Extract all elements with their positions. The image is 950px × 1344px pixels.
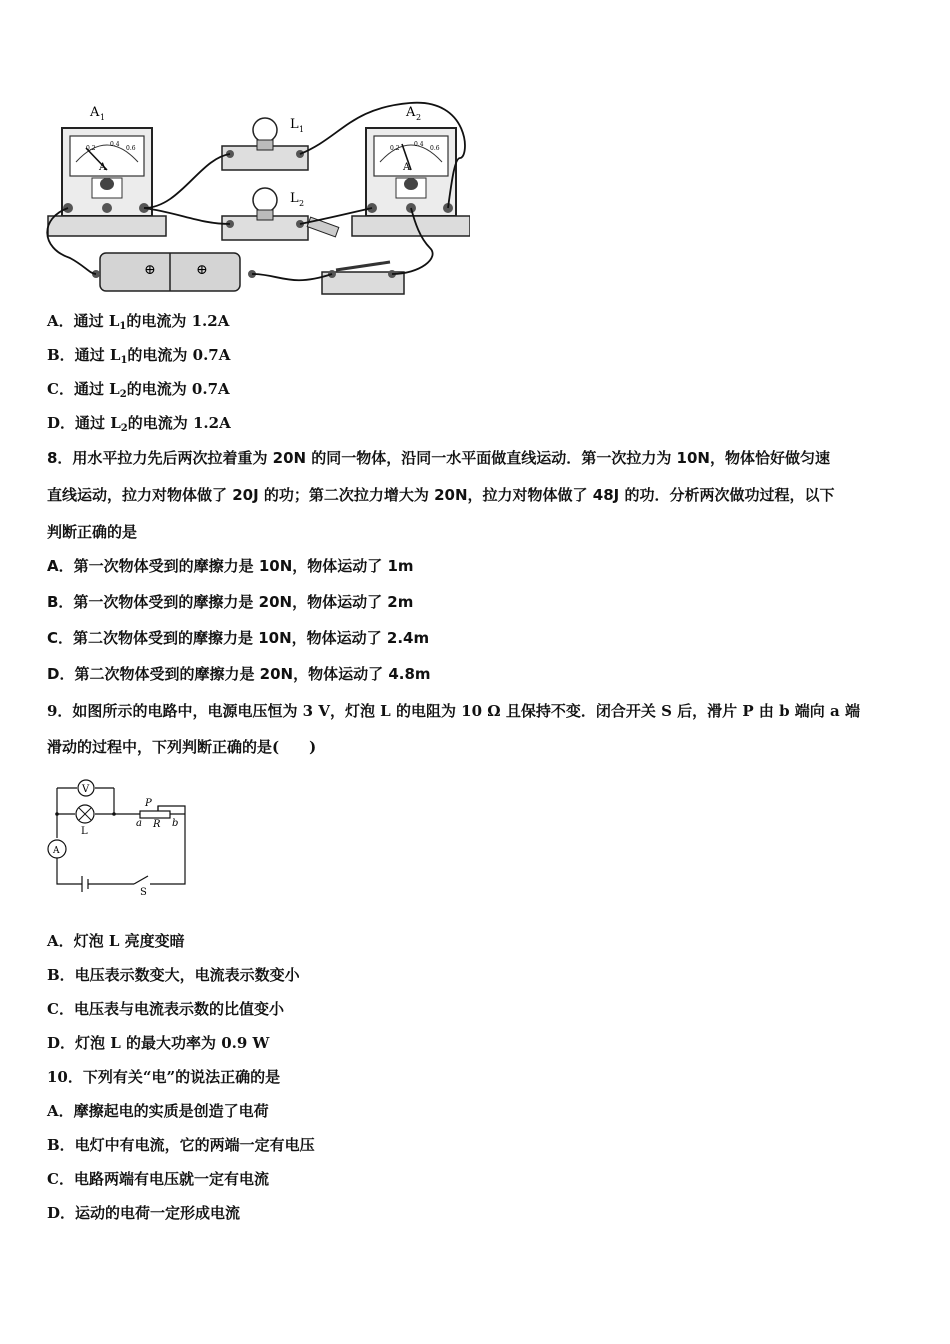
q10-option-d: D．运动的电荷一定形成电流 bbox=[47, 1204, 241, 1222]
q7-option-a bbox=[47, 311, 229, 337]
q8-option-a: A．第一次物体受到的摩擦力是 10N，物体运动了 1m bbox=[47, 557, 414, 575]
option-text: C．通过 L bbox=[47, 380, 120, 398]
q9-option-d: D．灯泡 L 的最大功率为 0.9 W bbox=[47, 1034, 270, 1052]
ammeter-a2 bbox=[352, 105, 470, 236]
resistor-label: R bbox=[153, 819, 161, 830]
q8-stem-line-3: 判断正确的是 bbox=[47, 523, 138, 541]
lamp-l1 bbox=[222, 117, 308, 170]
q9-option-a: A．灯泡 L 亮度变暗 bbox=[47, 932, 185, 950]
subscript: 1 bbox=[120, 355, 128, 366]
ammeter-a1-sub: 1 bbox=[100, 113, 106, 122]
q10-stem: 10．下列有关“电”的说法正确的是 bbox=[47, 1068, 281, 1086]
q9-option-c: C．电压表与电流表示数的比值变小 bbox=[47, 1000, 284, 1018]
subscript: 2 bbox=[120, 423, 128, 434]
option-text: 的电流为 1.2A bbox=[127, 414, 231, 432]
subscript: 2 bbox=[119, 389, 127, 400]
scale-label: 0.6 bbox=[126, 145, 136, 152]
q10-option-b: B．电灯中有电流，它的两端一定有电压 bbox=[47, 1136, 315, 1154]
lamp-l1-sub: 1 bbox=[299, 125, 305, 134]
q8-option-c: C．第二次物体受到的摩擦力是 10N，物体运动了 2.4m bbox=[47, 629, 430, 647]
lamp-l2-label: L bbox=[290, 191, 299, 206]
option-text: A．通过 L bbox=[47, 312, 120, 330]
scale-label: 0.6 bbox=[430, 145, 440, 152]
lamp-l1-label: L bbox=[290, 117, 299, 132]
q7-option-d bbox=[47, 413, 231, 439]
q10-option-c: C．电路两端有电压就一定有电流 bbox=[47, 1170, 269, 1188]
ammeter-a1 bbox=[48, 105, 166, 236]
scale-label: 0.4 bbox=[110, 141, 120, 148]
option-text: 的电流为 1.2A bbox=[126, 312, 230, 330]
slider-label: P bbox=[145, 798, 152, 809]
battery-symbol: ⊕ bbox=[196, 262, 208, 278]
q9-option-b: B．电压表示数变大，电流表示数变小 bbox=[47, 966, 300, 984]
ammeter-a2-label: A bbox=[406, 105, 416, 120]
q8-stem-line-1: 8．用水平拉力先后两次拉着重为 20N 的同一物体，沿同一水平面做直线运动．第一次拉力为 10N，物体恰好做匀速 bbox=[47, 449, 830, 467]
q9-stem-line-1: 9．如图所示的电路中，电源电压恒为 3 V，灯泡 L 的电阻为 10 Ω 且保持不变．闭合开关 S 后，滑片 P 由 b 端向 a 端 bbox=[47, 702, 860, 720]
lamp-l2-sub: 2 bbox=[299, 199, 305, 208]
q9-stem-line-2: 滑动的过程中，下列判断正确的是( ) bbox=[47, 738, 317, 756]
lamp-l2 bbox=[222, 188, 308, 240]
ammeter-a1-label: A bbox=[90, 105, 100, 120]
q10-option-a: A．摩擦起电的实质是创造了电荷 bbox=[47, 1102, 269, 1120]
ammeter-label: A bbox=[53, 846, 60, 856]
meter-face-symbol: A bbox=[403, 162, 411, 173]
q8-option-d: D．第二次物体受到的摩擦力是 20N，物体运动了 4.8m bbox=[47, 665, 431, 683]
end-a-label: a bbox=[136, 818, 142, 829]
q7-option-b bbox=[47, 345, 230, 371]
ammeter-a2-sub: 2 bbox=[416, 113, 422, 122]
q7-circuit-drawing bbox=[40, 98, 470, 298]
q8-option-b: B．第一次物体受到的摩擦力是 20N，物体运动了 2m bbox=[47, 593, 414, 611]
q7-option-c bbox=[47, 379, 230, 405]
meter-face-symbol: A bbox=[99, 162, 107, 173]
option-text: D．通过 L bbox=[47, 414, 121, 432]
q9-circuit-drawing bbox=[40, 766, 200, 896]
option-text: 的电流为 0.7A bbox=[126, 380, 230, 398]
scale-label: 0.2 bbox=[390, 145, 400, 152]
lamp-label: L bbox=[81, 826, 88, 837]
subscript: 1 bbox=[119, 321, 127, 332]
battery-symbol: ⊕ bbox=[144, 262, 156, 278]
scale-label: 0.4 bbox=[414, 141, 424, 148]
q9-circuit-figure bbox=[40, 766, 200, 896]
end-b-label: b bbox=[172, 818, 179, 829]
scale-label: 0.2 bbox=[86, 145, 96, 152]
battery bbox=[92, 253, 256, 291]
switch-label: S bbox=[140, 887, 147, 896]
voltmeter-label: V bbox=[82, 784, 90, 795]
option-text: 的电流为 0.7A bbox=[127, 346, 231, 364]
q7-circuit-figure bbox=[40, 98, 470, 298]
q8-stem-line-2: 直线运动，拉力对物体做了 20J 的功；第二次拉力增大为 20N，拉力对物体做了 48J 的功．分析两次做功过程，以下 bbox=[47, 486, 835, 504]
option-text: B．通过 L bbox=[47, 346, 121, 364]
